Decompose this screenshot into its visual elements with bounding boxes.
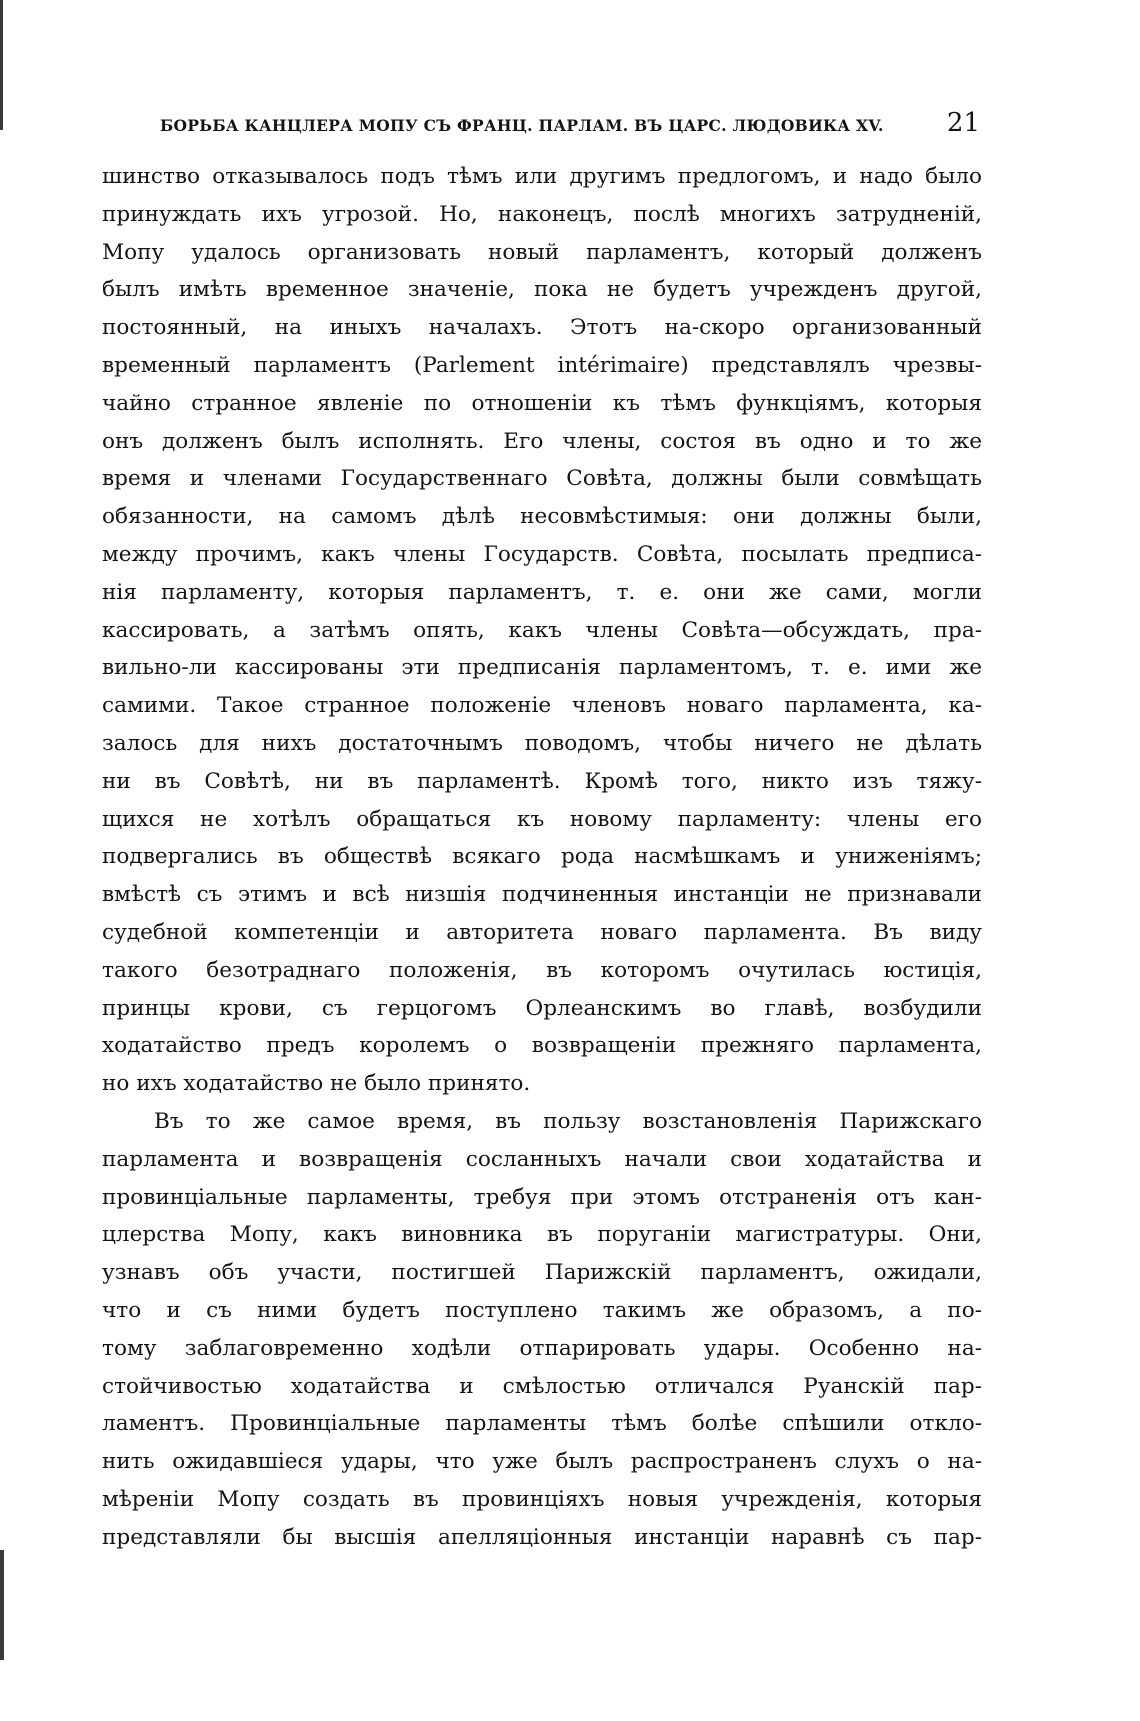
scan-edge-mark-top xyxy=(0,0,3,130)
scan-edge-mark-bottom xyxy=(0,1550,4,1660)
text-line: принуждать ихъ угрозой. Но, наконецъ, послѣ многихъ затрудненій, xyxy=(102,201,982,227)
text-line: обязанности, на самомъ дѣлѣ несовмѣстимыя: они должны были, xyxy=(102,504,982,530)
text-line: залось для нихъ достаточнымъ поводомъ, чтобы ничего не дѣлать xyxy=(102,730,982,756)
text-line: судебной компетенціи и авторитета новаго парламента. Въ виду xyxy=(102,919,982,945)
text-line: провинціальные парламенты, требуя при этомъ отстраненія отъ кан- xyxy=(102,1184,982,1210)
text-line: цлерства Мопу, какъ виновника въ поруганіи магистратуры. Они, xyxy=(102,1222,982,1248)
text-line: но ихъ ходатайство не было принято. xyxy=(102,1071,531,1097)
text-line: щихся не хотѣлъ обращаться къ новому парламенту: члены его xyxy=(102,806,982,832)
text-line: парламента и возвращенія сосланныхъ начали свои ходатайства и xyxy=(102,1146,982,1172)
text-line: вмѣстѣ съ этимъ и всѣ низшія подчиненныя инстанціи не признавали xyxy=(102,882,982,908)
text-line: Мопу удалось организовать новый парламентъ, который долженъ xyxy=(102,239,982,265)
text-line: узнавъ объ участи, постигшей Парижскій парламентъ, ожидали, xyxy=(102,1260,982,1286)
text-line: былъ имѣть временное значеніе, пока не будетъ учрежденъ другой, xyxy=(102,277,982,303)
text-line: чайно странное явленіе по отношеніи къ тѣмъ функціямъ, которыя xyxy=(102,390,982,416)
running-head xyxy=(160,108,980,148)
text-line: принцы крови, съ герцогомъ Орлеанскимъ во главѣ, возбудили xyxy=(102,995,982,1021)
text-line: нія парламенту, которыя парламентъ, т. е. они же сами, могли xyxy=(102,579,982,605)
text-line: подвергались въ обществѣ всякаго рода насмѣшкамъ и униженіямъ; xyxy=(102,844,982,870)
paragraph-2 xyxy=(102,1103,982,1557)
text-line: вильно-ли кассированы эти предписанія парламентомъ, т. е. ими же xyxy=(102,655,982,681)
body-text xyxy=(102,158,982,1556)
text-line: время и членами Государственнаго Совѣта, должны были совмѣщать xyxy=(102,466,982,492)
text-line: самими. Такое странное положеніе членовъ новаго парламента, ка- xyxy=(102,693,982,719)
text-line: Въ то же самое время, въ пользу возстановленія Парижскаго xyxy=(154,1108,982,1134)
text-line: ходатайство предъ королемъ о возвращеніи прежняго парламента, xyxy=(102,1033,982,1059)
paragraph-1 xyxy=(102,158,982,1103)
text-line: постоянный, на иныхъ началахъ. Этотъ на-скоро организованный xyxy=(102,315,982,341)
page-number: 21 xyxy=(946,108,980,138)
text-line: шинство отказывалось подъ тѣмъ или другимъ предлогомъ, и надо было xyxy=(102,164,982,189)
text-line: временный парламентъ (Parlement intérimaire) представлялъ чрезвы- xyxy=(102,352,982,378)
text-line: ни въ Совѣтѣ, ни въ парламентѣ. Кромѣ того, никто изъ тяжу- xyxy=(102,768,982,794)
text-line: кассировать, а затѣмъ опять, какъ члены Совѣта—обсуждать, пра- xyxy=(102,617,982,643)
text-line: такого безотраднаго положенія, въ которомъ очутилась юстиція, xyxy=(102,957,982,983)
text-line: ламентъ. Провинціальные парламенты тѣмъ болѣе спѣшили откло- xyxy=(102,1411,982,1437)
text-line: между прочимъ, какъ члены Государств. Совѣта, посылать предписа- xyxy=(102,541,982,567)
text-line: онъ долженъ былъ исполнять. Его члены, состоя въ одно и то же xyxy=(102,428,982,454)
text-line: тому заблаговременно ходѣли отпарировать удары. Особенно на- xyxy=(102,1335,982,1361)
text-line: представляли бы высшія апелляціонныя инстанціи наравнѣ съ пар- xyxy=(102,1524,982,1550)
text-line: мѣреніи Мопу создать въ провинціяхъ новыя учрежденія, которыя xyxy=(102,1486,982,1512)
text-line: что и съ ними будетъ поступлено такимъ же образомъ, а по- xyxy=(102,1297,982,1323)
running-title: БОРЬБА КАНЦЛЕРА МОПУ СЪ ФРАНЦ. ПАРЛАМ. ВЪ ЦАРС. ЛЮДОВИКА XV. xyxy=(160,116,884,135)
text-line: нить ожидавшіеся удары, что уже былъ распространенъ слухъ о на- xyxy=(102,1449,982,1475)
text-line: стойчивостью ходатайства и смѣлостью отличался Руанскій пар- xyxy=(102,1373,982,1399)
